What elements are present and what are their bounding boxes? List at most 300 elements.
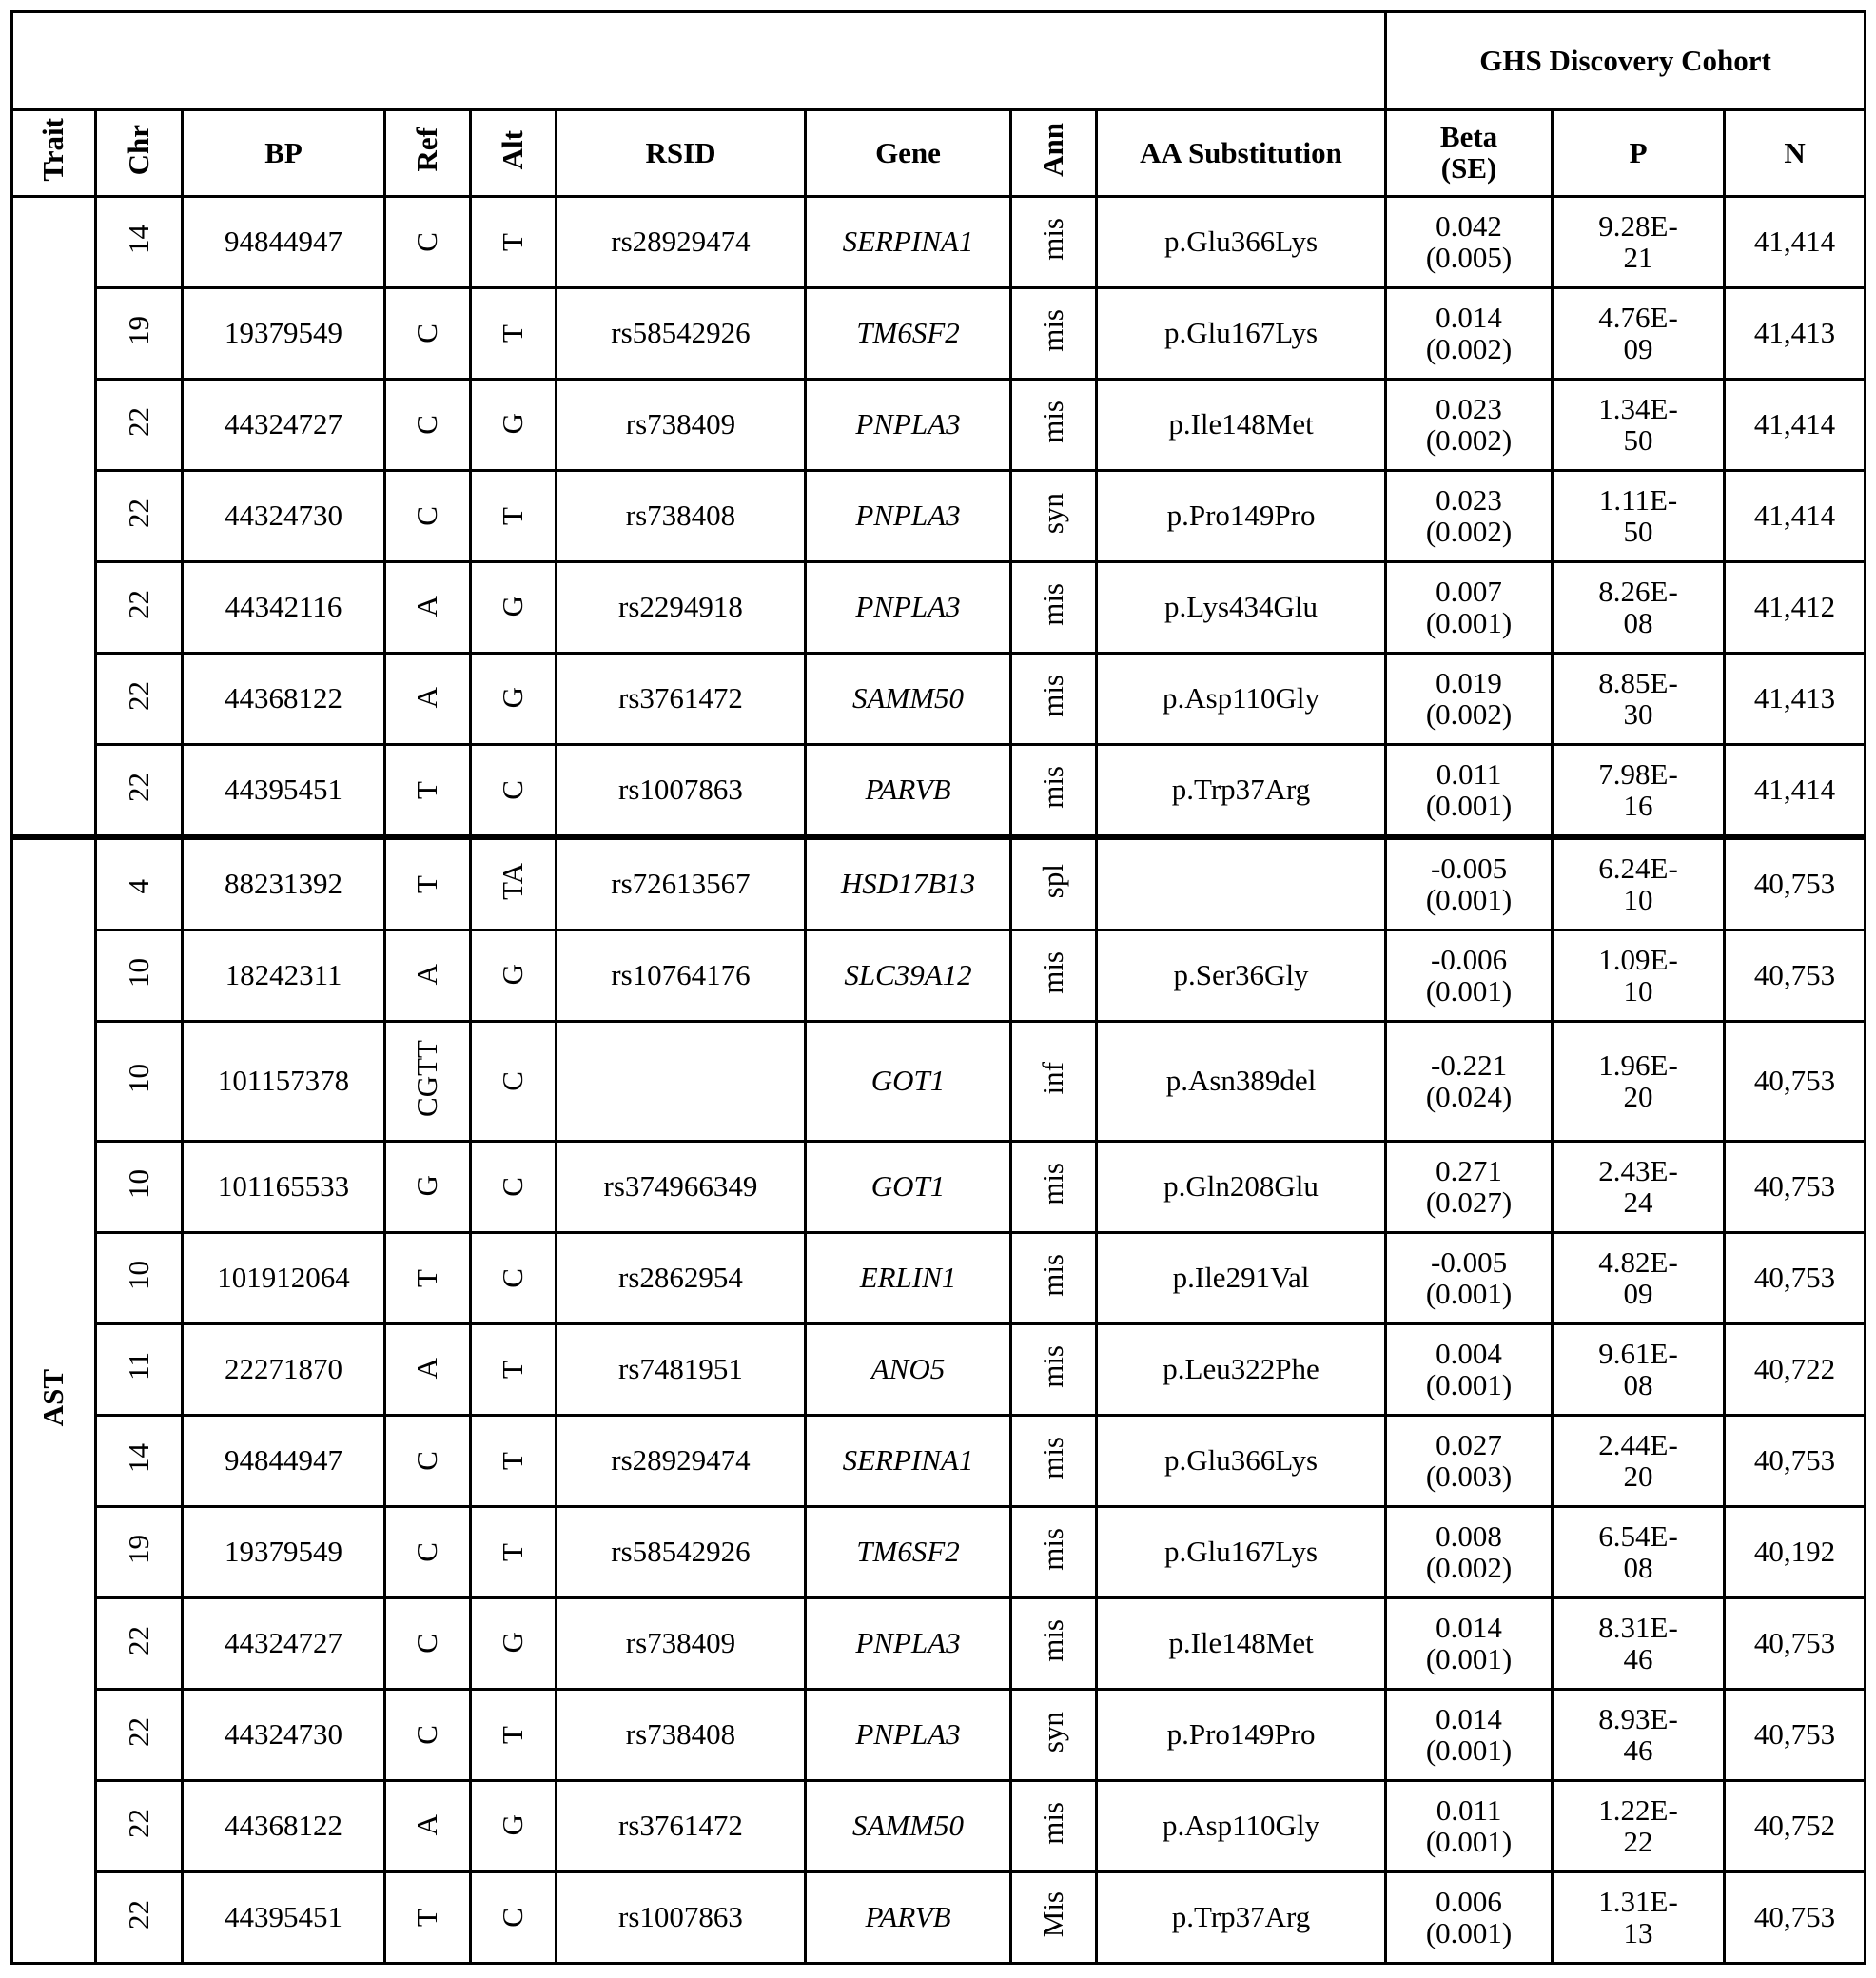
alt-value: G	[498, 413, 529, 434]
table-body	[12, 197, 1866, 1964]
n-value: 41,413	[1754, 316, 1835, 349]
p-value-value: 1.96E-20	[1586, 1050, 1690, 1112]
p-value-value: 1.22E-22	[1586, 1795, 1690, 1857]
column-header-label: Chr	[124, 125, 155, 175]
beta-se-value: 0.011 (0.001)	[1397, 759, 1540, 821]
beta-se-value: -0.221 (0.024)	[1397, 1050, 1540, 1112]
aa-substitution-value: p.Glu366Lys	[1164, 225, 1318, 258]
header-blank-cell	[12, 12, 1386, 110]
bp-cell	[183, 654, 385, 745]
trait-label: AST	[38, 1369, 69, 1426]
p-value-value: 2.43E-24	[1586, 1156, 1690, 1218]
chr-value: 22	[124, 773, 155, 802]
ref-cell	[385, 745, 471, 838]
n-value: 41,413	[1754, 681, 1835, 715]
chr-value: 14	[124, 225, 155, 254]
bp-value: 19379549	[225, 316, 342, 349]
bp-value: 44324730	[225, 1717, 342, 1751]
chr-value: 22	[124, 499, 155, 528]
annotation-cell	[1011, 197, 1097, 288]
beta-se-value: 0.019 (0.002)	[1397, 668, 1540, 730]
gene-cell	[806, 197, 1011, 288]
ref-cell	[385, 1598, 471, 1690]
chr-value: 19	[124, 316, 155, 345]
alt-value: G	[498, 964, 529, 985]
p-value-value: 8.85E-30	[1586, 668, 1690, 730]
alt-cell	[471, 1781, 557, 1872]
chr-cell	[96, 562, 183, 654]
n-cell	[1725, 1142, 1866, 1233]
beta-se-cell	[1386, 1022, 1553, 1142]
ref-cell	[385, 1507, 471, 1598]
aa-substitution-value: p.Lys434Glu	[1164, 590, 1318, 623]
bp-value: 44368122	[225, 681, 342, 715]
chr-value: 22	[124, 1626, 155, 1655]
beta-se-cell	[1386, 1324, 1553, 1416]
aa-substitution-value: p.Ile148Met	[1168, 1626, 1313, 1659]
n-cell	[1725, 745, 1866, 838]
beta-se-cell	[1386, 471, 1553, 562]
gene-value: GOT1	[871, 1064, 946, 1097]
p-value-value: 6.24E-10	[1586, 853, 1690, 915]
p-value-cell	[1553, 837, 1725, 930]
n-cell	[1725, 380, 1866, 471]
n-value: 40,753	[1754, 958, 1835, 991]
bp-cell	[183, 562, 385, 654]
p-value-cell	[1553, 471, 1725, 562]
bp-value: 101912064	[217, 1261, 350, 1294]
column-header-bp	[183, 110, 385, 197]
rsid-cell	[557, 1690, 806, 1781]
aa-substitution-cell	[1097, 1324, 1386, 1416]
aa-substitution-cell	[1097, 1022, 1386, 1142]
aa-substitution-cell	[1097, 288, 1386, 380]
ref-value: G	[412, 1175, 443, 1196]
n-cell	[1725, 1598, 1866, 1690]
table-row	[12, 1872, 1866, 1964]
p-value-value: 1.09E-10	[1586, 945, 1690, 1007]
n-cell	[1725, 654, 1866, 745]
bp-cell	[183, 1781, 385, 1872]
beta-se-cell	[1386, 1598, 1553, 1690]
results-table	[10, 10, 1866, 1965]
ref-cell	[385, 1781, 471, 1872]
bp-value: 44324730	[225, 499, 342, 532]
annotation-value: Mis	[1038, 1891, 1069, 1937]
rsid-value: rs7481951	[618, 1352, 743, 1385]
p-value-cell	[1553, 1690, 1725, 1781]
n-cell	[1725, 562, 1866, 654]
alt-value: T	[498, 1726, 529, 1744]
alt-cell	[471, 1690, 557, 1781]
p-value-value: 1.31E-13	[1586, 1887, 1690, 1949]
aa-substitution-cell	[1097, 380, 1386, 471]
rsid-value: rs2294918	[618, 590, 743, 623]
annotation-cell	[1011, 471, 1097, 562]
rsid-cell	[557, 1598, 806, 1690]
annotation-cell	[1011, 837, 1097, 930]
beta-se-value: 0.004 (0.001)	[1397, 1339, 1540, 1400]
p-value-value: 9.61E-08	[1586, 1339, 1690, 1400]
table-row	[12, 654, 1866, 745]
annotation-cell	[1011, 1324, 1097, 1416]
beta-se-cell	[1386, 930, 1553, 1022]
alt-value: T	[498, 233, 529, 251]
ref-cell	[385, 1233, 471, 1324]
ref-cell	[385, 1416, 471, 1507]
rsid-cell	[557, 837, 806, 930]
ref-value: C	[412, 1542, 443, 1562]
annotation-value: mis	[1038, 218, 1069, 261]
aa-substitution-cell	[1097, 1598, 1386, 1690]
beta-se-value: -0.005 (0.001)	[1397, 1247, 1540, 1309]
alt-value: T	[498, 324, 529, 343]
rsid-cell	[557, 1781, 806, 1872]
gene-cell	[806, 1781, 1011, 1872]
beta-se-cell	[1386, 288, 1553, 380]
beta-se-value: 0.023 (0.002)	[1397, 485, 1540, 547]
p-value-cell	[1553, 745, 1725, 838]
n-value: 40,753	[1754, 1064, 1835, 1097]
p-value-cell	[1553, 1233, 1725, 1324]
aa-substitution-value: p.Asp110Gly	[1163, 1809, 1319, 1842]
gene-value: TM6SF2	[856, 1535, 960, 1568]
ref-value: A	[412, 1814, 443, 1835]
column-header-ann	[1011, 110, 1097, 197]
ref-value: C	[412, 232, 443, 252]
gene-cell	[806, 380, 1011, 471]
chr-cell	[96, 1233, 183, 1324]
gene-cell	[806, 1416, 1011, 1507]
beta-se-cell	[1386, 1233, 1553, 1324]
alt-cell	[471, 1022, 557, 1142]
gene-value: ERLIN1	[860, 1261, 957, 1294]
gene-value: SERPINA1	[843, 1443, 974, 1477]
rsid-value: rs1007863	[618, 773, 743, 806]
chr-value: 10	[124, 958, 155, 988]
annotation-cell	[1011, 288, 1097, 380]
rsid-cell	[557, 1872, 806, 1964]
n-cell	[1725, 197, 1866, 288]
n-cell	[1725, 1233, 1866, 1324]
table-row	[12, 197, 1866, 288]
n-value: 40,753	[1754, 1443, 1835, 1477]
rsid-cell	[557, 380, 806, 471]
p-value-value: 6.54E-08	[1586, 1521, 1690, 1583]
p-value-value: 4.82E-09	[1586, 1247, 1690, 1309]
rsid-value: rs374966349	[604, 1169, 758, 1203]
bp-value: 44342116	[225, 590, 342, 623]
ref-value: A	[412, 687, 443, 708]
bp-value: 101165533	[218, 1169, 349, 1203]
table-row	[12, 745, 1866, 838]
chr-cell	[96, 1872, 183, 1964]
p-value-value: 8.26E-08	[1586, 577, 1690, 638]
alt-value: T	[498, 1452, 529, 1470]
alt-cell	[471, 1142, 557, 1233]
column-header-label: Ref	[412, 127, 443, 171]
aa-substitution-cell	[1097, 1872, 1386, 1964]
bp-value: 44368122	[225, 1809, 342, 1842]
annotation-value: syn	[1038, 493, 1069, 534]
beta-se-cell	[1386, 197, 1553, 288]
table-row	[12, 1598, 1866, 1690]
table-row	[12, 1507, 1866, 1598]
aa-substitution-value: p.Leu322Phe	[1163, 1352, 1319, 1385]
column-header-ref	[385, 110, 471, 197]
ref-cell	[385, 837, 471, 930]
ref-value: C	[412, 1634, 443, 1654]
bp-cell	[183, 288, 385, 380]
chr-cell	[96, 1022, 183, 1142]
beta-se-value: 0.007 (0.001)	[1397, 577, 1540, 638]
rsid-value: rs3761472	[618, 1809, 743, 1842]
column-header-trait	[12, 110, 96, 197]
p-value-cell	[1553, 380, 1725, 471]
n-value: 41,412	[1754, 590, 1835, 623]
aa-substitution-cell	[1097, 837, 1386, 930]
bp-value: 19379549	[225, 1535, 342, 1568]
annotation-cell	[1011, 1781, 1097, 1872]
p-value-cell	[1553, 930, 1725, 1022]
trait-cell	[12, 197, 96, 838]
aa-substitution-value: p.Asn389del	[1166, 1064, 1317, 1097]
chr-cell	[96, 1324, 183, 1416]
ref-value: T	[412, 1269, 443, 1287]
annotation-cell	[1011, 1872, 1097, 1964]
gene-value: PNPLA3	[855, 1717, 960, 1751]
column-header-beta-se	[1386, 110, 1553, 197]
p-value-value: 1.34E-50	[1586, 394, 1690, 456]
annotation-value: mis	[1038, 1619, 1069, 1662]
ref-cell	[385, 1872, 471, 1964]
annotation-value: mis	[1038, 401, 1069, 443]
bp-cell	[183, 380, 385, 471]
table-row	[12, 1781, 1866, 1872]
aa-substitution-value: p.Ile291Val	[1173, 1261, 1310, 1294]
rsid-cell	[557, 1233, 806, 1324]
column-header-chr	[96, 110, 183, 197]
chr-cell	[96, 197, 183, 288]
aa-substitution-cell	[1097, 471, 1386, 562]
beta-se-cell	[1386, 654, 1553, 745]
alt-value: G	[498, 1814, 529, 1835]
column-header-label: Trait	[38, 118, 69, 182]
aa-substitution-cell	[1097, 930, 1386, 1022]
gene-cell	[806, 1233, 1011, 1324]
beta-se-value: 0.006 (0.001)	[1397, 1887, 1540, 1949]
alt-cell	[471, 471, 557, 562]
gene-cell	[806, 288, 1011, 380]
aa-substitution-value: p.Glu167Lys	[1164, 1535, 1318, 1568]
alt-value: T	[498, 1543, 529, 1561]
p-value-cell	[1553, 197, 1725, 288]
n-value: 41,414	[1754, 407, 1835, 441]
alt-cell	[471, 1598, 557, 1690]
n-cell	[1725, 1022, 1866, 1142]
chr-cell	[96, 930, 183, 1022]
beta-se-value: 0.271 (0.027)	[1397, 1156, 1540, 1218]
gene-cell	[806, 930, 1011, 1022]
ref-value: C	[412, 1451, 443, 1471]
beta-se-value: -0.005 (0.001)	[1397, 853, 1540, 915]
column-header-label: Ann	[1038, 123, 1069, 177]
gene-value: PNPLA3	[855, 590, 960, 623]
aa-substitution-value: p.Ser36Gly	[1173, 958, 1308, 991]
n-cell	[1725, 1416, 1866, 1507]
n-cell	[1725, 288, 1866, 380]
n-value: 40,753	[1754, 1717, 1835, 1751]
bp-value: 18242311	[225, 958, 342, 991]
n-value: 41,414	[1754, 225, 1835, 258]
alt-value: C	[498, 780, 529, 800]
n-cell	[1725, 1324, 1866, 1416]
beta-se-cell	[1386, 1507, 1553, 1598]
annotation-cell	[1011, 1022, 1097, 1142]
beta-se-value: 0.011 (0.001)	[1397, 1795, 1540, 1857]
alt-value: TA	[498, 863, 529, 900]
column-header-gene	[806, 110, 1011, 197]
bp-value: 101157378	[218, 1064, 349, 1097]
bp-cell	[183, 1142, 385, 1233]
alt-value: C	[498, 1071, 529, 1091]
p-value-value: 1.11E-50	[1586, 485, 1690, 547]
gene-value: PARVB	[865, 1900, 950, 1933]
bp-cell	[183, 1690, 385, 1781]
ref-value: C	[412, 506, 443, 526]
rsid-cell	[557, 930, 806, 1022]
beta-se-cell	[1386, 380, 1553, 471]
gene-value: PNPLA3	[855, 407, 960, 441]
aa-substitution-value: p.Glu366Lys	[1164, 1443, 1318, 1477]
annotation-value: mis	[1038, 1163, 1069, 1205]
gene-cell	[806, 654, 1011, 745]
gene-value: ANO5	[871, 1352, 946, 1385]
chr-cell	[96, 1781, 183, 1872]
rsid-cell	[557, 471, 806, 562]
bp-value: 94844947	[225, 225, 342, 258]
n-value: 41,414	[1754, 773, 1835, 806]
beta-se-cell	[1386, 1781, 1553, 1872]
gene-value: SERPINA1	[843, 225, 974, 258]
bp-value: 94844947	[225, 1443, 342, 1477]
beta-se-cell	[1386, 1690, 1553, 1781]
bp-cell	[183, 471, 385, 562]
cohort-header: GHS Discovery Cohort	[1386, 12, 1866, 110]
bp-cell	[183, 1872, 385, 1964]
rsid-value: rs28929474	[611, 225, 750, 258]
rsid-cell	[557, 1507, 806, 1598]
gene-value: PNPLA3	[855, 1626, 960, 1659]
column-header-label: Gene	[875, 136, 941, 169]
p-value-value: 4.76E-09	[1586, 303, 1690, 364]
annotation-value: mis	[1038, 309, 1069, 352]
beta-se-value: 0.027 (0.003)	[1397, 1430, 1540, 1492]
alt-cell	[471, 1416, 557, 1507]
column-header-label: Alt	[498, 130, 529, 169]
alt-cell	[471, 745, 557, 838]
ref-cell	[385, 562, 471, 654]
aa-substitution-cell	[1097, 562, 1386, 654]
aa-substitution-cell	[1097, 1416, 1386, 1507]
annotation-cell	[1011, 1598, 1097, 1690]
ref-cell	[385, 1690, 471, 1781]
p-value-value: 9.28E-21	[1586, 211, 1690, 273]
ref-value: T	[412, 875, 443, 893]
n-value: 40,722	[1754, 1352, 1835, 1385]
p-value-value: 8.93E-46	[1586, 1704, 1690, 1766]
ref-value: A	[412, 1358, 443, 1379]
n-value: 40,753	[1754, 1169, 1835, 1203]
chr-cell	[96, 1142, 183, 1233]
beta-se-cell	[1386, 745, 1553, 838]
table-row	[12, 562, 1866, 654]
alt-cell	[471, 197, 557, 288]
annotation-value: mis	[1038, 1437, 1069, 1479]
chr-value: 22	[124, 1717, 155, 1747]
beta-se-value: 0.014 (0.001)	[1397, 1704, 1540, 1766]
rsid-value: rs2862954	[618, 1261, 743, 1294]
gene-cell	[806, 745, 1011, 838]
gene-cell	[806, 471, 1011, 562]
chr-cell	[96, 1690, 183, 1781]
aa-substitution-value: p.Pro149Pro	[1167, 499, 1316, 532]
table-row	[12, 1324, 1866, 1416]
gene-cell	[806, 1872, 1011, 1964]
n-cell	[1725, 471, 1866, 562]
chr-value: 10	[124, 1064, 155, 1093]
ref-value: CGTT	[412, 1040, 443, 1117]
column-header-rsid	[557, 110, 806, 197]
aa-substitution-cell	[1097, 745, 1386, 838]
rsid-cell	[557, 562, 806, 654]
n-value: 40,753	[1754, 1900, 1835, 1933]
bp-value: 88231392	[225, 867, 342, 900]
gene-cell	[806, 1598, 1011, 1690]
ref-value: A	[412, 596, 443, 617]
alt-value: G	[498, 596, 529, 617]
bp-value: 44324727	[225, 407, 342, 441]
beta-se-value: 0.014 (0.001)	[1397, 1613, 1540, 1674]
table-row	[12, 1022, 1866, 1142]
p-value-cell	[1553, 288, 1725, 380]
annotation-cell	[1011, 654, 1097, 745]
rsid-cell	[557, 1324, 806, 1416]
alt-cell	[471, 654, 557, 745]
n-cell	[1725, 1690, 1866, 1781]
table-row	[12, 1416, 1866, 1507]
chr-cell	[96, 654, 183, 745]
ref-value: C	[412, 1725, 443, 1745]
column-header-label: P	[1630, 136, 1648, 169]
gene-cell	[806, 837, 1011, 930]
ref-cell	[385, 288, 471, 380]
n-cell	[1725, 1872, 1866, 1964]
column-header-label: BP	[264, 136, 303, 169]
gene-cell	[806, 1022, 1011, 1142]
rsid-value: rs738409	[626, 1626, 735, 1659]
beta-se-cell	[1386, 1872, 1553, 1964]
chr-value: 11	[124, 1352, 155, 1381]
ref-cell	[385, 654, 471, 745]
chr-cell	[96, 1507, 183, 1598]
ref-cell	[385, 380, 471, 471]
gene-value: PNPLA3	[855, 499, 960, 532]
beta-se-value: 0.042 (0.005)	[1397, 211, 1540, 273]
p-value-cell	[1553, 1324, 1725, 1416]
alt-value: T	[498, 507, 529, 525]
column-header-label: RSID	[645, 136, 715, 169]
